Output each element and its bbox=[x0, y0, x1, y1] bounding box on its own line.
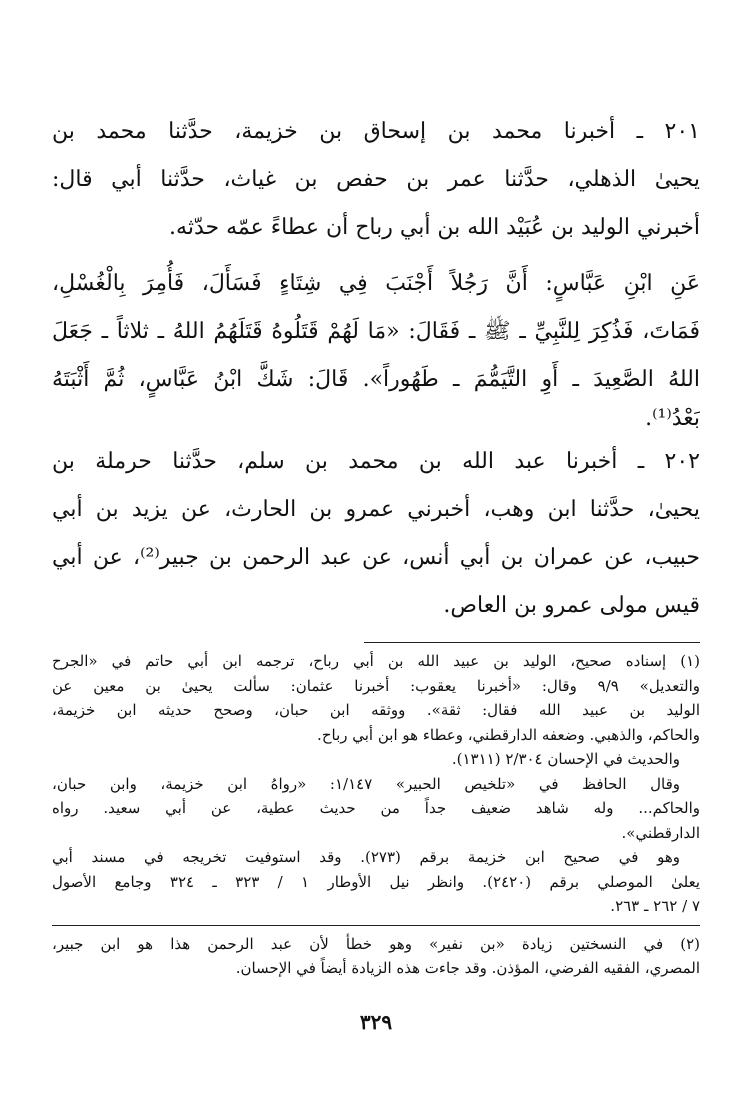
footnote-line: ٧ / ٢٦٢ ـ ٢٦٣. bbox=[610, 897, 700, 915]
text-line: يحيىٰ، حدَّثنا ابن وهب، أخبرني عمرو بن الحارث، عن يزيد بن أبي bbox=[52, 497, 700, 522]
footnote-line: والحاكم... وله شاهد ضعيف جداً من حديث عطية، عن أبي سعيد. رواه bbox=[52, 799, 700, 817]
footnote-line: يعلىٰ الموصلي برقم (٢٤٢٠). وانظر نيل الأوطار ١ / ٣٢٣ ـ ٣٢٤ وجامع الأصول bbox=[52, 872, 700, 891]
text-line: ٢٠٢ ـ أخبرنا عبد الله بن محمد بن سلم، حدَّثنا حرملة بن bbox=[52, 449, 700, 474]
text-line: فَمَاتَ، فَذُكِرَ لِلنَّبِيِّ ـ ﷺ ـ فَقَالَ: «مَا لَهُمْ قَتَلُوهُ قَتَلَهُمُ اللهُ ـ ثلاثاً ـ جَعَلَ bbox=[52, 319, 700, 344]
footnote-line: وهو في صحيح ابن خزيمة برقم (٢٧٣). وقد استوفيت تخريجه في مسند أبي bbox=[52, 848, 680, 866]
footnote-line: الوليد بن عبيد الله فقال: ثقة». ووثقه ابن حبان، وصحح حديثه ابن خزيمة، bbox=[52, 701, 700, 719]
footnote-line: والتعديل» ٩/٩ وقال: «أخبرنا يعقوب: أخبرنا عثمان: سألت يحيىٰ بن معين عن bbox=[52, 676, 700, 695]
footnote-2 bbox=[52, 932, 700, 981]
text-line: يحيىٰ الذهلي، حدَّثنا عمر بن حفص بن غياث، حدَّثنا أبي قال: bbox=[52, 167, 700, 192]
hadith-201-isnad bbox=[52, 108, 700, 252]
hadith-202 bbox=[52, 438, 700, 630]
footnote-line: الدارقطني». bbox=[621, 823, 700, 842]
footnote-line: المصري، الفقيه الفرضي، المؤذن. وقد جاءت هذه الزيادة أيضاً في الإحسان. bbox=[235, 959, 700, 977]
text-line: بَعْدُ⁽¹⁾. bbox=[645, 406, 700, 431]
footnote-line: (١) إسناده صحيح، الوليد بن عبيد الله بن أبي رباح، ترجمه ابن أبي حاتم في «الجرح bbox=[52, 652, 700, 670]
footnote-line: والحديث في الإحسان ٢/٣٠٤ (١٣١١). bbox=[451, 750, 680, 768]
footnote-1 bbox=[52, 649, 700, 919]
page-number: ٣٢٩ bbox=[359, 1010, 393, 1034]
footnote-divider bbox=[364, 642, 700, 643]
footnote-line: (٢) في النسختين زيادة «بن نفير» وهو خطأ لأن عبد الرحمن هذا هو ابن جبير، bbox=[52, 934, 700, 953]
text-line: أخبرني الوليد بن عُبَيْد الله بن أبي رباح أن عطاءً عمّه حدّثه. bbox=[169, 215, 700, 240]
text-line: عَنِ ابْنِ عَبَّاسٍ: أَنَّ رَجُلاً أَجْنَبَ فِي شِتَاءٍ فَسَأَلَ، فَأُمِرَ بِالْغُسْلِ، bbox=[52, 271, 700, 296]
text-line: اللهُ الصَّعِيدَ ـ أَوِ التَّيَمُّمَ ـ طَهُوراً». قَالَ: شَكَّ ابْنُ عَبَّاسٍ، ثُمَّ أَثْبَتَهُ bbox=[52, 367, 700, 392]
text-line: قيس مولى عمرو بن العاص. bbox=[443, 593, 700, 618]
footnote-line: وقال الحافظ في «تلخيص الحبير» ١/١٤٧: «رواهُ ابن خزيمة، وابن حبان، bbox=[52, 774, 680, 793]
footnote-line: والحاكم، والذهبي. وضعفه الدارقطني، وعطاء هو ابن أبي رباح. bbox=[317, 725, 700, 744]
text-line: ٢٠١ ـ أخبرنا محمد بن إسحاق بن خزيمة، حدَّثنا محمد بن bbox=[52, 119, 700, 144]
text-line: حبيب، عن عمران بن أبي أنس، عن عبد الرحمن بن جبير⁽²⁾، عن أبي bbox=[52, 545, 700, 570]
footnote-separator bbox=[52, 925, 700, 926]
hadith-201-matn bbox=[52, 260, 700, 438]
